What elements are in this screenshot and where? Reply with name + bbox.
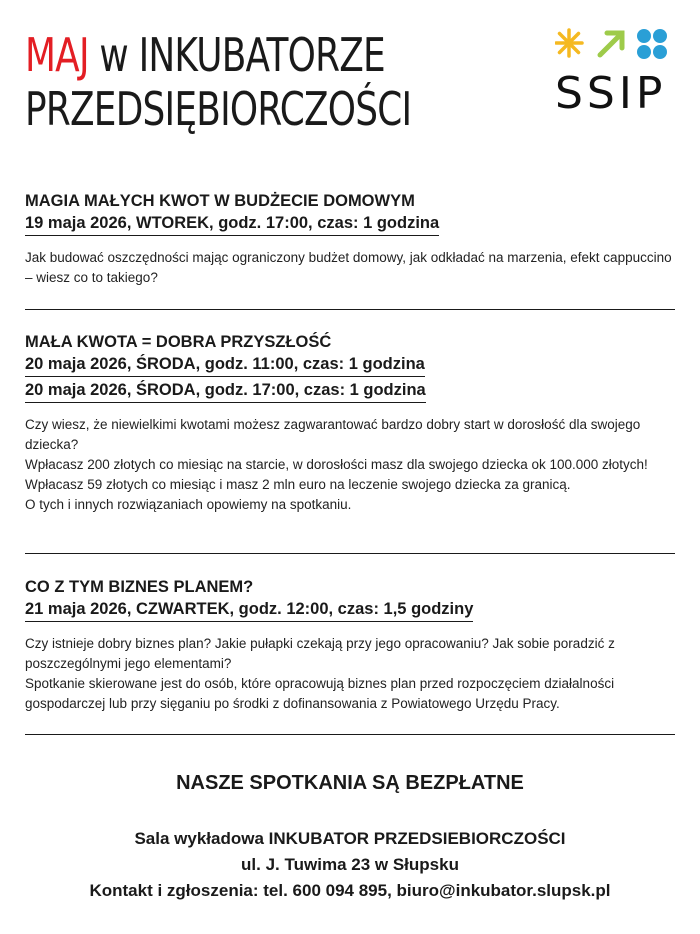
- title-line-1: [25, 28, 411, 82]
- event-description: [25, 248, 675, 288]
- event-title: MAŁA KWOTA = DOBRA PRZYSZŁOŚĆ: [25, 333, 332, 351]
- event-section-3: [25, 576, 675, 714]
- contact-info: Kontakt i zgłoszenia: tel. 600 094 895, biuro@inkubator.slupsk.pl: [89, 881, 611, 900]
- description-paragraph: Wpłacasz 200 złotych co miesiąc na starcie, w dorosłości masz dla swojego dziecka ok 100.000 złotych!: [25, 457, 648, 472]
- section-divider: [25, 734, 675, 735]
- event-date: 20 maja 2026, ŚRODA, godz. 17:00, czas: 1 godzina: [25, 379, 426, 403]
- venue-contact-block: [0, 826, 700, 904]
- description-paragraph: Wpłacasz 59 złotych co miesiąc i masz 2 mln euro na leczenie swojego dziecka za granicą.: [25, 477, 571, 492]
- event-date: 21 maja 2026, CZWARTEK, godz. 12:00, czas: 1,5 godziny: [25, 598, 473, 622]
- arrow-up-right-icon: [600, 33, 622, 55]
- venue-name: Sala wykładowa INKUBATOR PRZEDSIEBIORCZOŚCI: [134, 829, 566, 848]
- description-paragraph: O tych i innych rozwiązaniach opowiemy na spotkaniu.: [25, 497, 352, 512]
- event-date: 20 maja 2026, ŚRODA, godz. 11:00, czas: 1 godzina: [25, 353, 425, 377]
- venue-address: ul. J. Tuwima 23 w Słupsku: [241, 855, 459, 874]
- free-events-headline: NASZE SPOTKANIA SĄ BEZPŁATNE: [176, 772, 524, 794]
- description-paragraph: Spotkanie skierowane jest do osób, które opracowują biznes plan przed rozpoczęciem działalności gospodarczej lub przy sięganiu po środki z dofinansowania z Powiatowego Urzędu Pracy.: [25, 676, 615, 711]
- description-paragraph: Czy istnieje dobry biznes plan? Jakie pułapki czekają przy jego opracowaniu? Jak sobie poradzić z poszczególnymi jego elementami?: [25, 636, 615, 671]
- event-description: [25, 634, 675, 714]
- event-section-1: [25, 190, 675, 288]
- title-month: MAJ: [25, 28, 89, 82]
- section-divider: [25, 553, 675, 554]
- event-section-2: [25, 331, 675, 515]
- four-dots-icon: [637, 29, 667, 59]
- event-title: MAGIA MAŁYCH KWOT W BUDŻECIE DOMOWYM: [25, 192, 415, 210]
- title-venue: w INKUBATORZE: [88, 28, 385, 82]
- poster-header: [25, 28, 520, 136]
- section-divider: [25, 309, 675, 310]
- event-title: CO Z TYM BIZNES PLANEM?: [25, 578, 254, 596]
- logo-icons: [555, 28, 675, 72]
- asterisk-icon: [556, 30, 582, 56]
- description-paragraph: Jak budować oszczędności mając ograniczony budżet domowy, jak odkładać na marzenia, efekt cappuccino – wiesz co to takiego?: [25, 250, 672, 285]
- logo-wordmark: SSIP: [555, 68, 667, 119]
- description-paragraph: Czy wiesz, że niewielkimi kwotami możesz zagwarantować bardzo dobry start w dorosłość dla swojego dziecka?: [25, 417, 641, 452]
- event-date: 19 maja 2026, WTOREK, godz. 17:00, czas: 1 godzina: [25, 212, 439, 236]
- title-line-2: PRZEDSIĘBIORCZOŚCI: [25, 82, 412, 136]
- event-description: [25, 415, 675, 515]
- ssip-logo: [555, 28, 675, 118]
